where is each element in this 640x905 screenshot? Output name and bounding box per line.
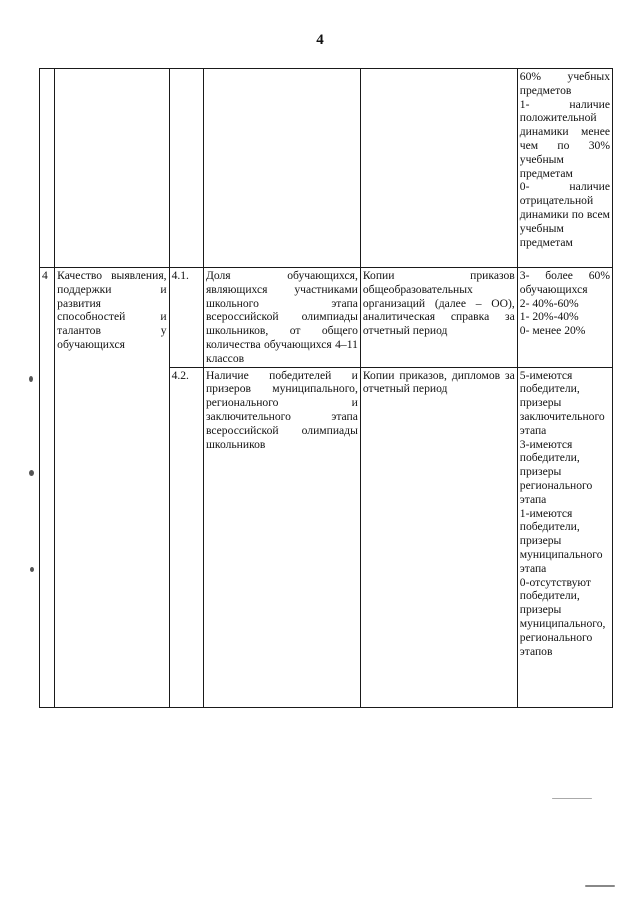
subrow-number: 4.2. <box>169 367 203 707</box>
scan-speck <box>29 470 34 476</box>
row-number: 4 <box>40 268 55 708</box>
table-cell <box>55 69 169 268</box>
source-cell: Копии приказов, дипломов за отчетный период <box>360 367 517 707</box>
table-cell <box>203 69 360 268</box>
scan-speck <box>585 885 615 887</box>
table-cell <box>360 69 517 268</box>
scan-speck <box>552 798 592 799</box>
table-cell <box>169 69 203 268</box>
criteria-cell: 5-имеются победители, призеры заключительного этапа 3-имеются победители, призеры регионального этапа 1-имеются победители, призеры муниципального этапа 0-отсутствуют победители, призеры муниципального, регионального этапов <box>517 367 612 707</box>
criteria-table <box>39 68 613 708</box>
source-cell: Копии приказов общеобразовательных организаций (далее – ОО), аналитическая справка за отчетный период <box>360 268 517 368</box>
criteria-cell: 3- более 60% обучающихся 2- 40%-60% 1- 20%-40% 0- менее 20% <box>517 268 612 368</box>
table-row <box>40 268 613 368</box>
scan-speck <box>29 376 33 382</box>
criteria-cell: 60% учебных предметов 1- наличие положительной динамики менее чем по 30% учебным предметам 0- наличие отрицательной динамики по всем учебным предметам <box>517 69 612 268</box>
page-number: 4 <box>316 32 324 48</box>
indicator-cell: Наличие победителей и призеров муниципального, регионального и заключительного этапа всероссийской олимпиады школьников <box>203 367 360 707</box>
table-cell <box>40 69 55 268</box>
indicator-group-title: Качество выявления, поддержки и развития способностей и талантов у обучающихся <box>55 268 169 708</box>
scan-speck <box>30 567 34 572</box>
indicator-cell: Доля обучающихся, являющихся участниками школьного этапа всероссийской олимпиады школьников, от общего количества обучающихся 4–11 классов <box>203 268 360 368</box>
table-row <box>40 69 613 268</box>
subrow-number: 4.1. <box>169 268 203 368</box>
